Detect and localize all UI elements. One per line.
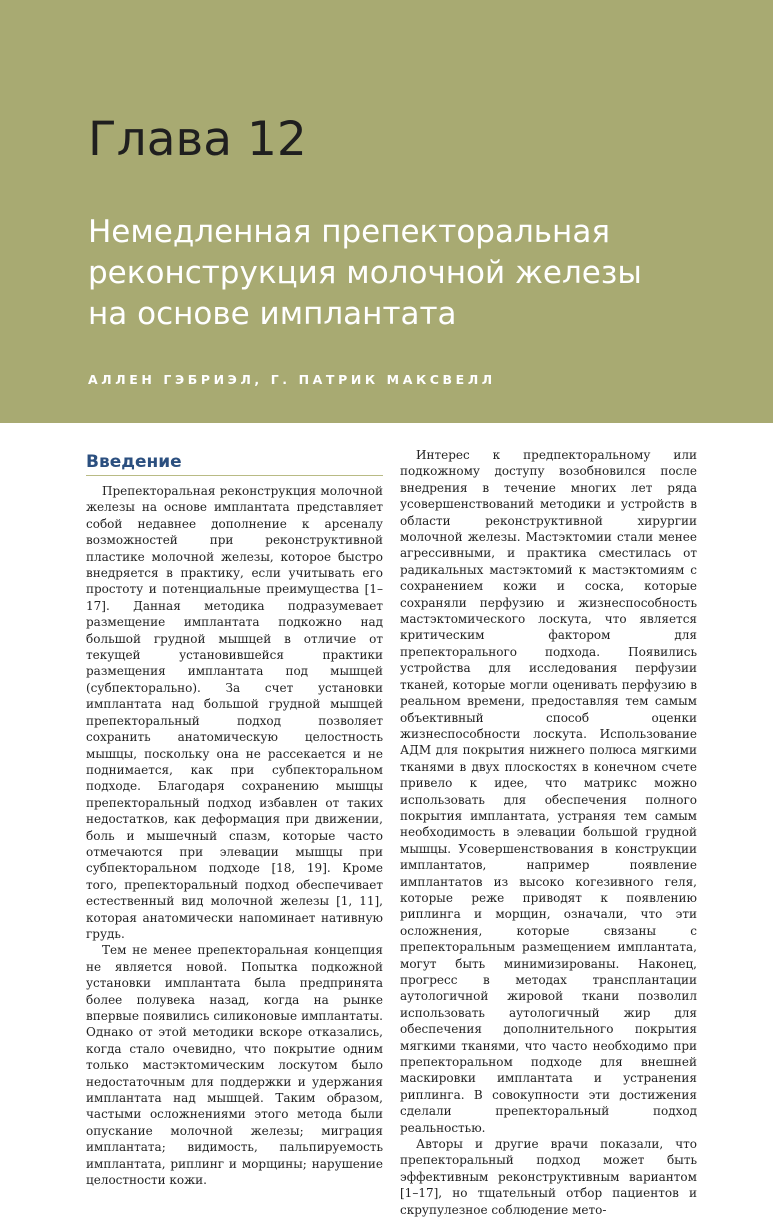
chapter-title-line: Немедленная препекторальная bbox=[88, 214, 610, 250]
text-column-right bbox=[400, 447, 697, 1218]
body-paragraph: Препекторальная реконструкция молочной железы на основе имплантата представляет собой недавнее дополнение к арсеналу возможностей при реконструктивной пластике молочной железы, которое быстро внедряется в практику, если учитывать его простоту и потенциальные преимущества [1–17]. Данная методика подразумевает размещение имплантата подкожно над большой грудной мышцей в отличие от текущей установившейся практики размещения имплантата под мышцей (субпекторально). За счет установки имплантата над большой грудной мышцей препекторальный подход позволяет сохранить анатомическую целостность мышцы, поскольку она не рассекается и не поднимается, как при субпекторальном подходе. Благодаря сохранению мышцы препекторальный подход избавлен от таких недостатков, как деформация при движении, боль и мышечный спазм, которые часто отмечаются при элевации мышцы при субпекторальном подходе [18, 19]. Кроме того, препекторальный подход обеспечивает естественный вид молочной железы [1, 11], которая анатомически напоминает нативную грудь. bbox=[86, 484, 383, 941]
section-heading: Введение bbox=[86, 450, 383, 476]
text-column-left bbox=[86, 450, 383, 1188]
chapter-title-line: реконструкция молочной железы bbox=[88, 255, 642, 291]
authors-line: АЛЛЕН ГЭБРИЭЛ, Г. ПАТРИК МАКСВЕЛЛ bbox=[88, 372, 496, 387]
body-paragraph: Авторы и другие врачи показали, что препекторальный подход может быть эффективным реконструктивным вариантом [1–17], но тщательный отбор пациентов и скрупулезное соблюдение мето- bbox=[400, 1137, 697, 1217]
chapter-title-line: на основе имплантата bbox=[88, 296, 457, 332]
body-paragraph: Тем не менее препекторальная концепция не является новой. Попытка подкожной установки имплантата была предпринята более полувека назад, когда на рынке впервые появились силиконовые имплантаты. Однако от этой методики вскоре отказались, когда стало очевидно, что покрытие одним только мастэктомическим лоскутом было недостаточным для поддержки и удержания имплантата над мышцей. Таким образом, частыми осложнениями этого метода были опускание молочной железы; миграция имплантата; видимость, пальпируемость имплантата, риплинг и морщины; нарушение целостности кожи. bbox=[86, 943, 383, 1188]
chapter-label: Глава 12 bbox=[88, 112, 307, 167]
body-paragraph: Интерес к предпекторальному или подкожному доступу возобновился после внедрения в течение многих лет ряда усовершенствований методики и устройств в области реконструктивной хирургии молочной железы. Мастэктомии стали менее агрессивными, и практика сместилась от радикальных мастэктомий к мастэктомиям с сохранением кожи и соска, которые сохраняли перфузию и жизнеспособность мастэктомического лоскута, что является критическим фактором для препекторального подхода. Появились устройства для исследования перфузии тканей, которые могли оценивать перфузию в реальном времени, предоставляя тем самым объективный способ оценки жизнеспособности лоскута. Использование АДМ для покрытия нижнего полюса мягкими тканями в двух плоскостях в конечном счете привело к идее, что матрикс можно использовать для обеспечения полного покрытия имплантата, устраняя тем самым необходимость в элевации большой грудной мышцы. Усовершенствования в конструкции имплантатов, например появление имплантатов из высоко когезивного геля, которые реже приводят к появлению риплинга и морщин, означали, что эти осложнения, которые связаны с препекторальным размещением имплантата, могут быть минимизированы. Наконец, прогресс в методах трансплантации аутологичной жировой ткани позволил использовать аутологичный жир для обеспечения дополнительного покрытия мягкими тканями, что часто необходимо при препекторальном подходе для внешней маскировки имплантата и устранения риплинга. В совокупности эти достижения сделали препекторальный подход реальностью. bbox=[400, 448, 697, 1135]
chapter-header-band bbox=[0, 0, 773, 423]
chapter-title bbox=[88, 212, 758, 335]
